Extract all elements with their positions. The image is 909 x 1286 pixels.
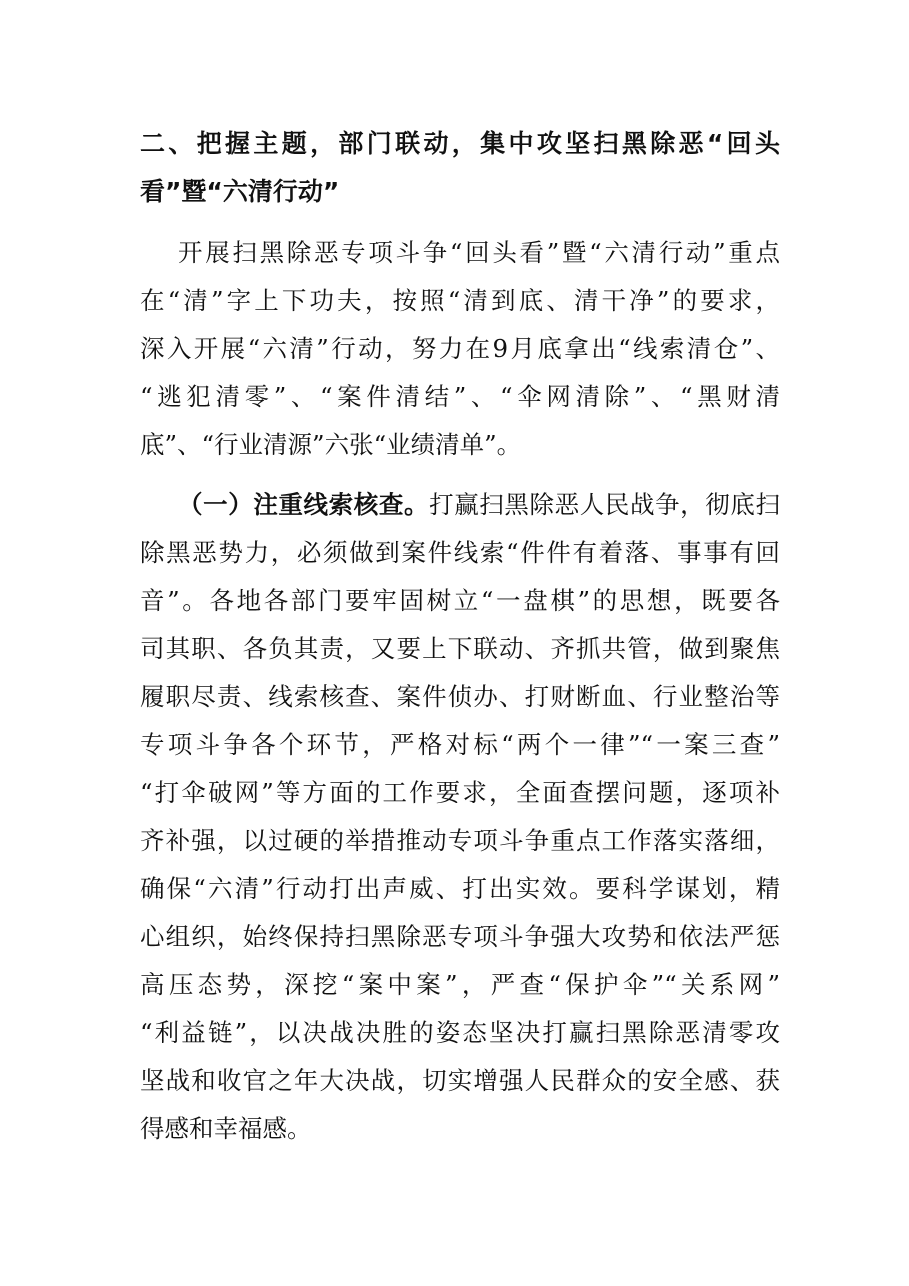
paragraph-2-line: 坚战和收官之年大决战，切实增强人民群众的安全感、获 [140,1066,780,1095]
section-heading-line-2: 看”暨“六清行动” [140,177,340,206]
paragraph-2-line: 确保“六清”行动打出声威、打出实效。要科学谋划，精 [140,874,780,903]
paragraph-2-line: 履职尽责、线索核查、案件侦办、打财断血、行业整治等 [140,682,780,711]
paragraph-2-line: 高压态势，深挖“案中案”，严查“保护伞”“关系网” [140,970,780,999]
paragraph-1-line: 开展扫黑除恶专项斗争“回头看”暨“六清行动”重点 [178,238,780,267]
paragraph-1-line: 在“清”字上下功夫，按照“清到底、清干净”的要求， [140,286,780,315]
paragraph-2-line: “利益链”，以决战决胜的姿态坚决打赢扫黑除恶清零攻 [140,1018,780,1047]
paragraph-2-line: 得感和幸福感。 [140,1114,312,1143]
paragraph-2-line: “打伞破网”等方面的工作要求，全面查摆问题，逐项补 [140,778,780,807]
paragraph-1-line: 底”、“行业清源”六张“业绩清单”。 [140,430,522,459]
paragraph-1-line: 深入开展“六清”行动，努力在9月底拿出“线索清仓”、 [140,334,780,363]
paragraph-2-line: 专项斗争各个环节，严格对标“两个一律”“一案三查” [140,730,780,759]
section-heading-line-1: 二、把握主题，部门联动，集中攻坚扫黑除恶“回头 [140,129,780,158]
paragraph-2-first-line-text: 打赢扫黑除恶人民战争，彻底扫 [429,490,781,519]
subheading-clue-verification: （一）注重线索核查。 [178,490,430,519]
paragraph-1-line: “逃犯清零”、“案件清结”、“伞网清除”、“黑财清 [140,382,780,411]
paragraph-2-line: 音”。各地各部门要牢固树立“一盘棋”的思想，既要各 [140,586,780,615]
paragraph-2-line: 齐补强，以过硬的举措推动专项斗争重点工作落实落细， [140,826,780,855]
paragraph-2-first-line [178,485,780,525]
paragraph-2-line: 心组织，始终保持扫黑除恶专项斗争强大攻势和依法严惩 [140,922,780,951]
paragraph-2-line: 除黑恶势力，必须做到案件线索“件件有着落、事事有回 [140,538,780,567]
paragraph-2-line: 司其职、各负其责，又要上下联动、齐抓共管，做到聚焦 [140,634,780,663]
